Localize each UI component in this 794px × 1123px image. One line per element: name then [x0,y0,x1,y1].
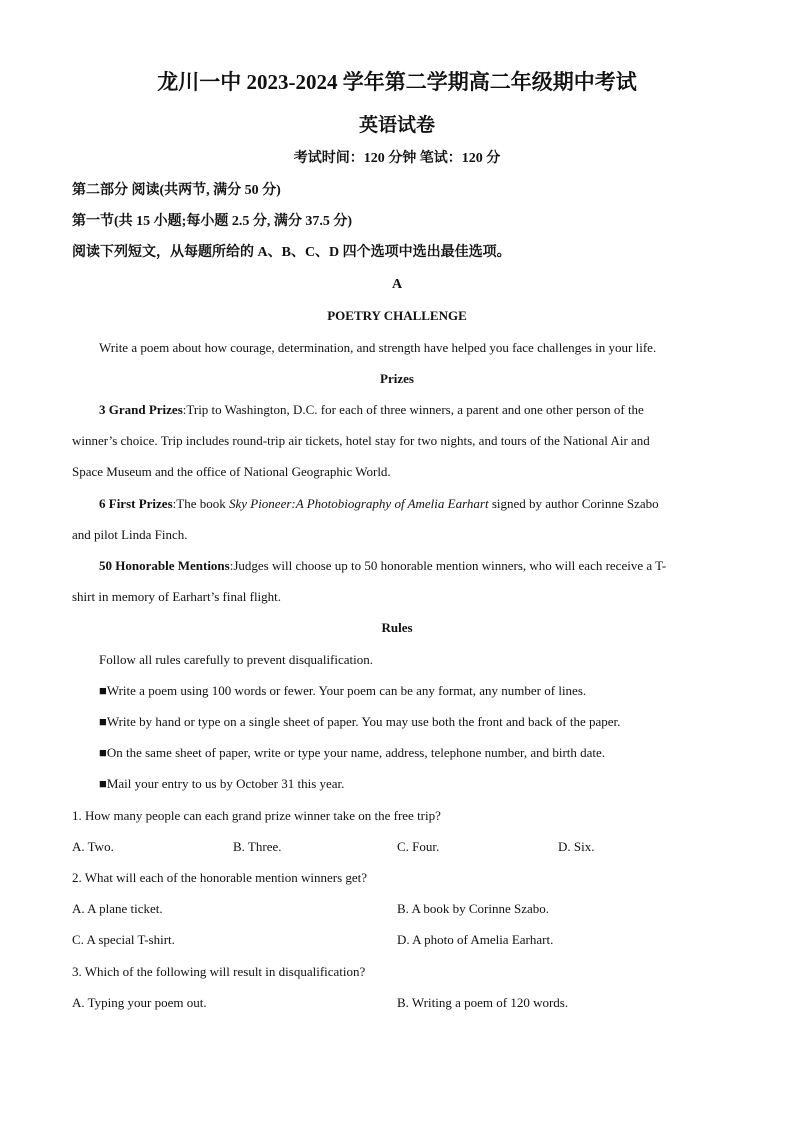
grand-prizes-line3: Space Museum and the office of National Geographic World. [72,464,391,479]
question-3-option-b: B. Writing a poem of 120 words. [397,995,569,1010]
first-prizes-label: 6 First Prizes [99,496,173,511]
exam-info: 考试时间：120 分钟 笔试：120 分 [293,151,501,166]
question-2-option-c: C. A special T-shirt. [72,932,175,947]
question-3-stem: 3. Which of the following will result in disqualification? [72,964,366,979]
first-prizes-line1 [99,496,659,512]
book-title: Sky Pioneer:A Photobiography of Amelia Earhart [228,496,489,511]
grand-prizes-text: :Trip to Washington, D.C. for each of three winners, a parent and one other person of the [182,402,644,417]
rule-item: ■On the same sheet of paper, write or type your name, address, telephone number, and birth date. [99,745,606,760]
passage-letter: A [391,277,403,292]
honorable-line2: shirt in memory of Earhart’s final flight. [72,589,282,604]
grand-prizes-line2: winner’s choice. Trip includes round-trip air tickets, hotel stay for two nights, and tours of the National Air and [72,433,650,448]
exam-title: 龙川一中 2023-2024 学年第二学期高二年级期中考试 [157,70,637,94]
question-1-option-b: B. Three. [233,839,282,854]
honorable-line1 [99,558,666,574]
grand-prizes-line1 [99,402,644,418]
first-prizes-pre: :The book [172,496,229,511]
question-1-option-a: A. Two. [72,839,114,854]
rule-item: ■Write a poem using 100 words or fewer. Your poem can be any format, any number of lines. [99,683,587,698]
question-2-option-a: A. A plane ticket. [72,901,163,916]
question-1-option-d: D. Six. [558,839,595,854]
question-1-stem: 1. How many people can each grand prize winner take on the free trip? [72,808,441,823]
first-prizes-post: signed by author Corinne Szabo [488,496,659,511]
question-2-option-b: B. A book by Corinne Szabo. [397,901,550,916]
section-heading: 第一节(共 15 小题;每小题 2.5 分, 满分 37.5 分) [72,214,352,229]
honorable-label: 50 Honorable Mentions [99,558,230,573]
question-2-option-d: D. A photo of Amelia Earhart. [397,932,554,947]
first-prizes-line2: and pilot Linda Finch. [72,527,188,542]
rule-item: ■Write by hand or type on a single sheet of paper. You may use both the front and back of the paper. [99,714,621,729]
rules-intro: Follow all rules carefully to prevent disqualification. [99,652,374,667]
prizes-heading: Prizes [380,371,414,386]
exam-subtitle: 英语试卷 [358,115,435,136]
question-1-option-c: C. Four. [397,839,440,854]
rules-heading: Rules [381,620,413,635]
directions: 阅读下列短文，从每题所给的 A、B、C、D 四个选项中选出最佳选项。 [72,245,511,260]
part-heading: 第二部分 阅读(共两节, 满分 50 分) [72,183,281,198]
question-3-option-a: A. Typing your poem out. [72,995,207,1010]
rule-item: ■Mail your entry to us by October 31 this year. [99,776,345,791]
passage-heading: POETRY CHALLENGE [327,308,467,323]
honorable-text: :Judges will choose up to 50 honorable mention winners, who will each receive a T- [229,558,667,573]
grand-prizes-label: 3 Grand Prizes [99,402,183,417]
passage-intro: Write a poem about how courage, determination, and strength have helped you face challenges in your life. [99,340,657,355]
question-2-stem: 2. What will each of the honorable mention winners get? [72,870,368,885]
